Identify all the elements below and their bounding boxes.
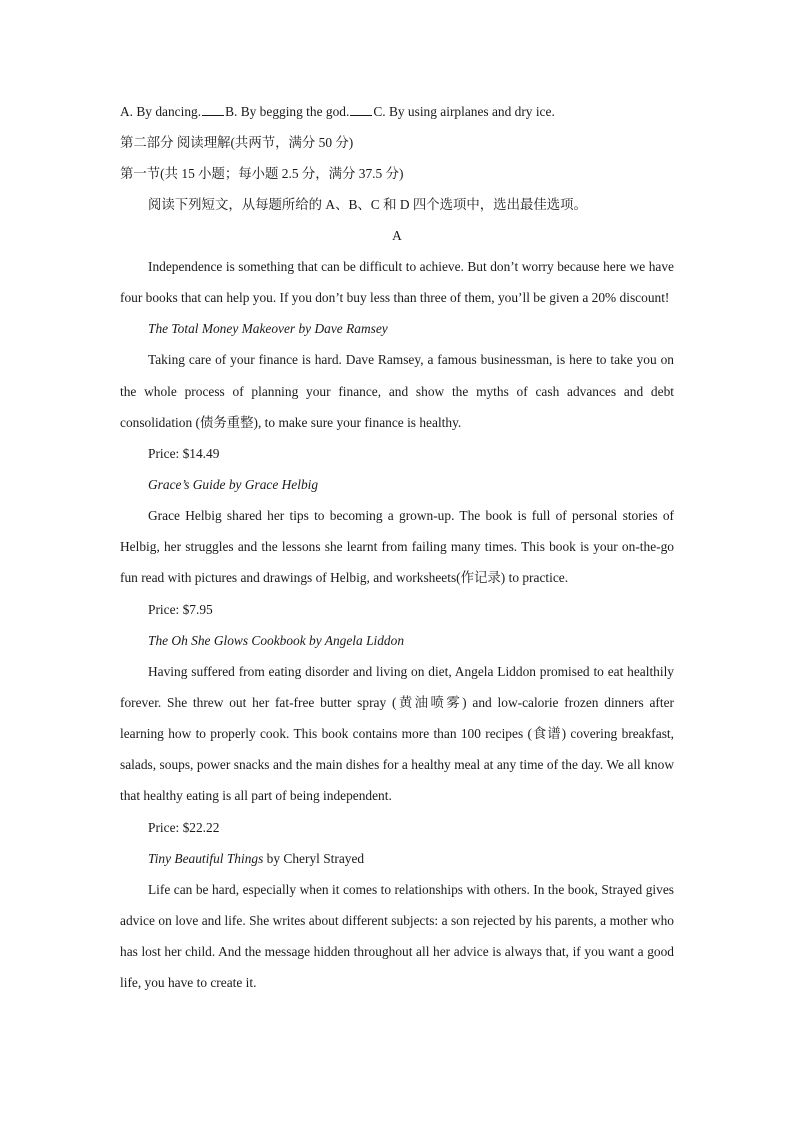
book-description-2: Grace Helbig shared her tips to becoming a grown-up. The book is full of personal stories of Helbig, her struggles and the lessons she learnt from failing many times. This book is your on-the-go fun read with pictures and drawings of Helbig, and worksheets(作记录) to practice.: [120, 508, 674, 586]
book-title-1: The Total Money Makeover by Dave Ramsey: [148, 321, 388, 337]
book-title-4: [120, 843, 674, 874]
blank-line: [202, 104, 224, 116]
option-a: A. By dancing.: [120, 104, 202, 119]
book-title-3: The Oh She Glows Cookbook by Angela Liddon: [148, 632, 405, 648]
book-description-1: Taking care of your finance is hard. Dave Ramsey, a famous businessman, is here to take you on the whole process of planning your finance, and show the myths of cash advances and debt consolidation (债务重整), to make sure your finance is healthy.: [120, 352, 674, 430]
instructions: 阅读下列短文，从每题所给的 A、B、C 和 D 四个选项中，选出最佳选项。: [148, 197, 587, 212]
section-one-heading: 第一节(共 15 小题；每小题 2.5 分，满分 37.5 分): [120, 166, 404, 181]
book-title-4-author: by Cheryl Strayed: [263, 850, 365, 866]
intro-paragraph: Independence is something that can be difficult to achieve. But don’t worry because here we have four books that can help you. If you don’t buy less than three of them, you’ll be given a 20% discount!: [120, 259, 674, 306]
option-b: B. By begging the god.: [225, 104, 350, 119]
book-price-1: Price: $14.49: [148, 446, 220, 462]
book-price-3: Price: $22.22: [148, 819, 220, 835]
book-title-2: Grace’s Guide by Grace Helbig: [148, 477, 319, 493]
book-description-4: Life can be hard, especially when it comes to relationships with others. In the book, Strayed gives advice on love and life. She writes about different subjects: a son rejected by his parents, a mother who has lost her child. And the message hidden throughout all her advice is always that, if you want a good life, you have to create it.: [120, 881, 674, 991]
answer-options-line: [120, 96, 674, 127]
blank-line: [350, 104, 372, 116]
document-page: [120, 96, 674, 998]
passage-label: A: [392, 228, 402, 243]
part-two-heading: 第二部分 阅读理解(共两节，满分 50 分): [120, 135, 354, 150]
book-price-2: Price: $7.95: [148, 601, 213, 617]
option-c: C. By using airplanes and dry ice.: [373, 104, 555, 119]
book-title-4-italic: Tiny Beautiful Things: [148, 850, 264, 866]
book-description-3: Having suffered from eating disorder and living on diet, Angela Liddon promised to eat healthily forever. She threw out her fat-free butter spray (黄油喷雾) and low-calorie frozen dinners after learning how to properly cook. This book contains more than 100 recipes (食谱) covering breakfast, salads, soups, power snacks and the main dishes for a healthy meal at any time of the day. We all know that healthy eating is all part of being independent.: [120, 663, 674, 804]
